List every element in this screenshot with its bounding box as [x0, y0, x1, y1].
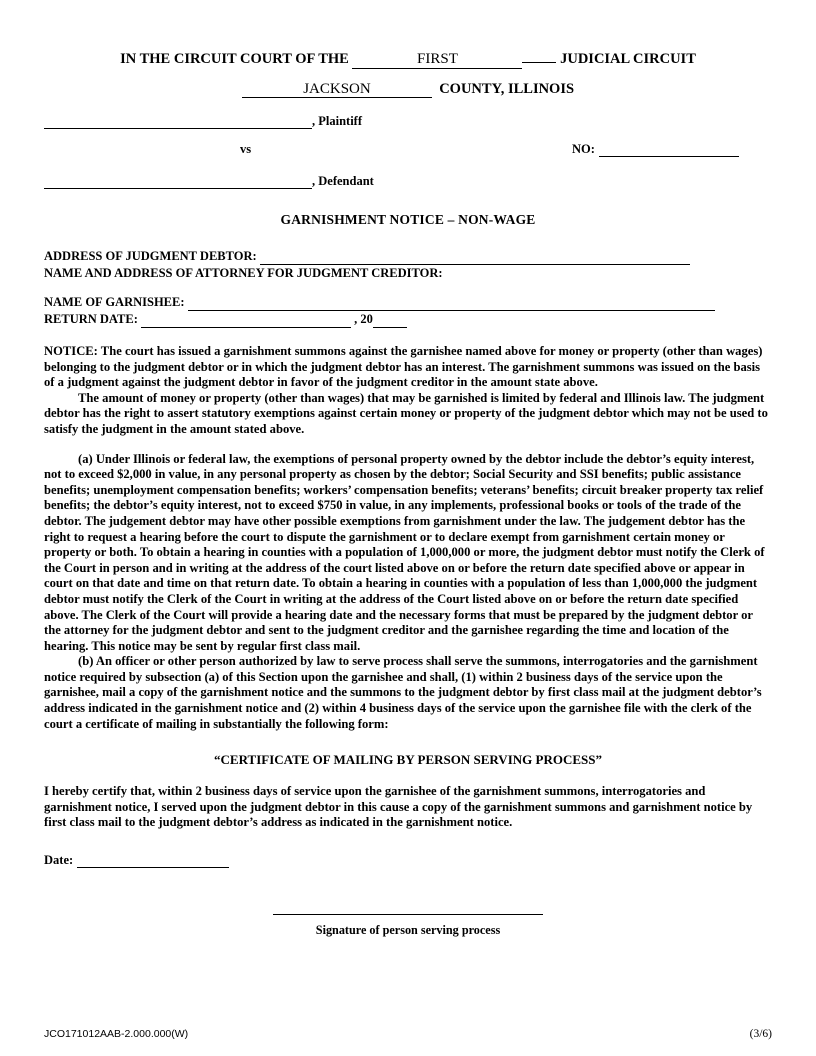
- defendant-label: , Defendant: [312, 174, 374, 188]
- page-number-label: (3/6): [749, 1028, 772, 1040]
- vs-label: vs: [240, 142, 252, 156]
- form-code-label: JCO171012AAB-2.000.000(W): [44, 1028, 189, 1040]
- return-date-label: RETURN DATE:: [44, 312, 138, 326]
- amount-paragraph: The amount of money or property (other than wages) that may be garnished is limited by federal and Illinois law. The judgment debtor has the right to assert statutory exemptions against certain money or property of the judgment debtor which may not be used to satisfy the judgment in the amount stated above.: [44, 390, 768, 436]
- document-title: GARNISHMENT NOTICE – NON-WAGE: [280, 212, 536, 227]
- name-of-garnishee-row: [44, 294, 772, 311]
- signature-line-wrap: [44, 902, 772, 920]
- certificate-date-label: Date:: [44, 853, 74, 868]
- paragraph-b: (b) An officer or other person authorized by law to serve process shall serve the summons, interrogatories and the garnishment notice required by subsection (a) of this Section upon the garnishee and shall, (1) within 2 business days of the service upon the garnishee, mail a copy of the garnishment notice and the summons to the judgment debtor by first class mail at the judgment debtor’s address indicated in the garnishment notice and (2) within 4 business days of the service upon the garnishee file with the clerk of the court a certificate of mailing in substantially the following form:: [44, 654, 762, 731]
- circuit-prefix-label: IN THE CIRCUIT COURT OF THE: [120, 51, 349, 67]
- return-date-row: [44, 311, 772, 328]
- attorney-address-label: NAME AND ADDRESS OF ATTORNEY FOR JUDGMENT CREDITOR:: [44, 266, 443, 280]
- name-of-garnishee-field[interactable]: [188, 299, 715, 311]
- address-of-judgment-debtor-field[interactable]: [260, 253, 690, 265]
- circuit-number-field[interactable]: FIRST: [352, 51, 522, 69]
- certificate-body: I hereby certify that, within 2 business days of service upon the garnishee of the garnishment summons, interrogatories and garnishment notice, I served upon the judgment debtor in this cause a copy of the garnishment summons and garnishment notice by first class mail to the judgment debtor’s address as indicated in the garnishment notice.: [44, 784, 753, 830]
- certificate-title: “CERTIFICATE OF MAILING BY PERSON SERVING PROCESS”: [214, 752, 602, 768]
- certificate-date-field[interactable]: [77, 856, 229, 868]
- plaintiff-name-field[interactable]: [44, 116, 312, 129]
- paragraph-a-block: [44, 452, 772, 655]
- circuit-suffix-label: JUDICIAL CIRCUIT: [560, 51, 696, 67]
- court-heading-line: [44, 50, 772, 69]
- return-date-field[interactable]: [141, 316, 351, 328]
- case-number-field[interactable]: [599, 144, 739, 157]
- signature-field[interactable]: [273, 904, 543, 915]
- address-of-judgment-debtor-row: [44, 248, 772, 265]
- county-suffix-label: COUNTY, ILLINOIS: [439, 80, 575, 97]
- notice-paragraph: NOTICE: The court has issued a garnishment summons against the garnishee named above for money or property (other than wages) belonging to the judgment debtor or in which the judgment debtor has an interest. The garnishment summons was issued on the basis of a judgment against the judgment debtor in favor of the judgment creditor in the amount state above.: [44, 344, 763, 390]
- signature-caption: Signature of person serving process: [315, 923, 501, 938]
- paragraph-b-block: [44, 654, 772, 732]
- page-footer: [44, 1028, 772, 1040]
- defendant-row: [44, 174, 772, 190]
- attorney-address-row: [44, 265, 772, 282]
- vs-and-case-number-row: [44, 142, 772, 162]
- year-prefix-label: , 20: [354, 312, 373, 326]
- certificate-date-row: [44, 853, 772, 868]
- year-field[interactable]: [373, 316, 407, 328]
- plaintiff-row: [44, 114, 772, 130]
- paragraph-a: (a) Under Illinois or federal law, the exemptions of personal property owned by the debtor include the debtor’s equity interest, not to exceed $2,000 in value, in any personal property as chosen by the debtor; Social Security and SSI benefits; public assistance benefits; unemployment compensation benefits; workers’ compensation benefits; veterans’ benefits; circuit breaker property tax relief benefits; the debtor’s equity interest, not to exceed $750 in value, in any implements, professional books or tools of the trade of the debtor. The judgement debtor may have other possible exemptions from garnishment under the law. The judgement debtor has the right to request a hearing before the court to dispute the garnishment or to declare exempt from garnishment certain money or property or both. To obtain a hearing in counties with a population of 1,000,000 or more, the judgment debtor must notify the Clerk of the Court in person and in writing at the address of the court listed above on or before the return date specified above or appear in court on that date and time on that return date. To obtain a hearing in counties with a population of less than 1,000,000 the judgment debtor must notify the Clerk of the Court in writing at the address of the Court listed above on or before the return date specified above. The Clerk of the Court will provide a hearing date and the necessary forms that must be prepared by the judgment debtor or the attorney for the judgment debtor and sent to the judgment creditor and the garnishee regarding the time and location of the hearing. This notice may be sent by regular first class mail.: [44, 451, 765, 653]
- address-of-judgment-debtor-label: ADDRESS OF JUDGMENT DEBTOR:: [44, 249, 257, 263]
- county-field[interactable]: JACKSON: [242, 81, 432, 99]
- name-of-garnishee-label: NAME OF GARNISHEE:: [44, 295, 185, 309]
- case-number-group: [572, 142, 739, 157]
- defendant-name-field[interactable]: [44, 176, 312, 189]
- county-heading-line: [44, 81, 772, 99]
- notice-paragraph-block: [44, 344, 772, 438]
- field-block: [44, 248, 772, 328]
- case-number-label: NO:: [572, 142, 595, 156]
- plaintiff-label: , Plaintiff: [312, 114, 362, 128]
- circuit-number-extra-rule: [522, 50, 556, 63]
